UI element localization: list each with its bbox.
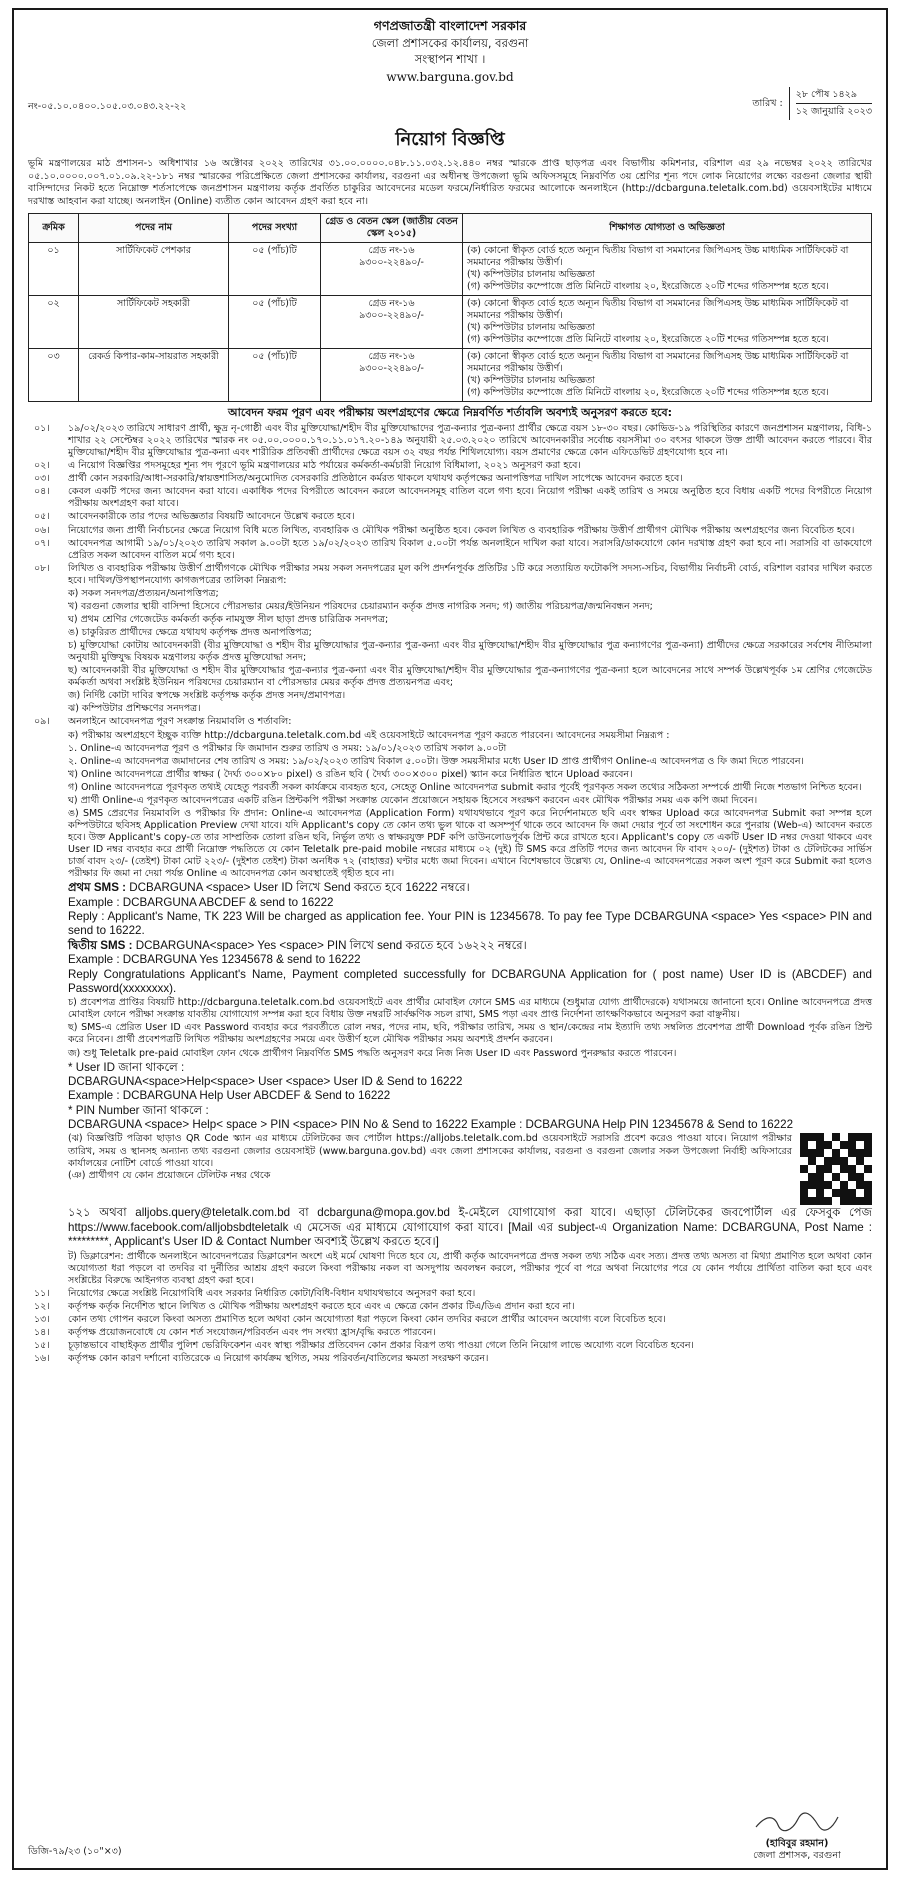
item-text: খ) বরগুনা জেলার স্থায়ী বাসিন্দা হিসেবে পৌরসভার মেয়র/ইউনিয়ন পরিষদের চেয়ারম্যান কর্তৃক প্রদত্ত নাগরিক সনদ; গ) জাতীয় পরিচয়পত্র/জন্মনিবন্ধন সনদ; — [68, 600, 653, 612]
row-grade — [321, 348, 463, 401]
qr-block — [28, 1133, 872, 1205]
item-text: ছ) SMS-এ প্রেরিত User ID এবং Password ব্যবহার করে পরবর্তীতে রোল নম্বর, পদের নাম, ছবি, পরীক্ষার তারিখ, সময় ও স্থান/কেন্দ্রের নাম ইত্যাদি তথ্য সম্বলিত প্রবেশপত্র প্রার্থী Download পূর্বক রঙিন প্রিন্ট করে নিবেন। প্রার্থী প্রবেশপত্রটি লিখিত পরীক্ষায় অংশগ্রহণের সময়ে এবং উত্তীর্ণ হলে মৌখিক পরীক্ষার সময় অবশ্যই প্রদর্শন করবেন। — [68, 1022, 872, 1046]
list-item — [28, 1022, 872, 1046]
qualification-b: (খ) কম্পিউটার চালনায় অভিজ্ঞতা — [467, 321, 595, 333]
list-item — [28, 1340, 872, 1352]
col-count: পদের সংখ্যা — [229, 213, 321, 242]
item-text: ঝ) কম্পিউটার প্রশিক্ষণের সনদপত্র। — [68, 703, 201, 715]
list-item — [28, 640, 872, 664]
item-text: অনলাইনে আবেদনপত্র পূরণ সংক্রান্ত নিয়মাবলি ও শর্তাবলি: — [68, 716, 292, 728]
item-text: গ) Online আবেদনপত্রে পূরণকৃত তথ্যই যেহেতু পরবর্তী সকল কার্যক্রমে ব্যবহৃত হবে, সেহেতু Online আবেদনপত্র submit করার পূর্বেই পূরণকৃত সকল তথ্যের সঠিকতা সম্পর্কে প্রার্থী নিজে শতভাগ নিশ্চিত হবেন। — [68, 781, 862, 793]
row-post: রেকর্ড কিপার-কাম-সায়রাত সহকারী — [79, 348, 229, 401]
sms-first-reply: Reply : Applicant's Name, TK 223 Will be charged as application fee. Your PIN is 12345678. To pay fee Type DCBARGUNA <space> Yes <space> PIN and send to 16222. — [68, 910, 872, 938]
col-qualification: শিক্ষাগত যোগ্যতা ও অভিজ্ঞতা — [463, 213, 872, 242]
item-text: নিয়োগের ক্ষেত্রে সংশ্লিষ্ট নিয়োগবিধি এবং সরকার নির্ধারিত কোটা/বিধি-বিধান যথাযথভাবে অনুসরণ করা হবে। — [68, 1287, 476, 1299]
row-grade — [321, 295, 463, 348]
conditions-list — [28, 423, 872, 1365]
item-text: ঘ) প্রার্থী Online-এ পূরণকৃত আবেদনপত্রের একটি রঙিন প্রিন্টকপি পরীক্ষা সংক্রান্ত যেকোন প্রয়োজনে সহায়ক হিসেবে সংরক্ষণ করবেন এবং মৌখিক পরীক্ষার সময় এক কপি জমা দিবেন। — [68, 794, 758, 806]
list-item — [28, 423, 872, 459]
row-post: সার্টিফিকেট পেশকার — [79, 242, 229, 295]
sms-first-text: DCBARGUNA <space> User ID লিখে Send করতে হবে 16222 নম্বরে। — [129, 881, 470, 895]
list-item — [28, 782, 872, 794]
item-number — [28, 756, 68, 768]
item-text: চ) প্রবেশপত্র প্রাপ্তির বিষয়টি http://dcbarguna.teletalk.com.bd ওয়েবসাইটে এবং প্রার্থীর মোবাইল ফোনে SMS এর মাধ্যমে (শুধুমাত্র যোগ্য প্রার্থীদেরকে) যথাসময়ে জানানো হবে। Online আবেদনপত্রে প্রদত্ত মোবাইল ফোনে পরীক্ষা সংক্রান্ত যাবতীয় যোগাযোগ সম্পন্ন করা হবে বিধায় উক্ত নম্বরটি সার্বক্ষণিক সচল রাখা, SMS পড়া এবং প্রাপ্ত নির্দেশনা তাৎক্ষণিকভাবে অনুসরণ করা বাঞ্ছনীয়। — [68, 997, 872, 1021]
qualification-c: (গ) কম্পিউটার কম্পোজে প্রতি মিনিটে বাংলায় ২০, ইংরেজিতে ২০টি শব্দের গতিসম্পন্ন হতে হবে। — [467, 333, 829, 345]
item-text: জ) নির্দিষ্ট কোটা দাবির স্বপক্ষে সংশ্লিষ্ট কর্তৃপক্ষ কর্তৃক প্রদত্ত সনদ/প্রমাণপত্র। — [68, 690, 346, 702]
list-item — [28, 703, 872, 715]
row-serial: ০২ — [29, 295, 79, 348]
memo-number: নং-০৫.১০.০৪০০.১০৫.০৩.০৪৩.২২-২২ — [28, 101, 187, 113]
item-text: ক) পরীক্ষায় অংশগ্রহণে ইচ্ছুক ব্যক্তি http://dcbarguna.teletalk.com.bd এই ওয়েবসাইটে আবেদনপত্র পূরণ করতে পারবেন। আবেদনের সময়সীমা নিম্নরূপ : — [68, 729, 670, 741]
footer — [28, 1798, 872, 1862]
item-text: চ) মুক্তিযোদ্ধা কোটায় আবেদনকারী (বীর মুক্তিযোদ্ধা ও শহীদ বীর মুক্তিযোদ্ধার পুত্র-কন্যার পুত্র-কন্যা এবং বীর মুক্তিযোদ্ধা/শহীদ বীর মুক্তিযোদ্ধার পুত্র কন্যাগণের পুত্র-কন্যা) প্রার্থীদের ক্ষেত্রে সরকারের সর্বশেষ নীতিমালা অনুযায়ী মুক্তিযুদ্ধ বিষয়ক মন্ত্রণালয় কর্তৃক প্রদত্ত মুক্তিযোদ্ধা সনদ; — [68, 640, 872, 664]
item-text: আবেদনকারীকে তার পদের অভিজ্ঞতার বিষয়টি আবেদনে উল্লেখ করতে হবে। — [68, 511, 355, 523]
list-item — [28, 1301, 872, 1313]
pin-known: * PIN Number জানা থাকলে : — [68, 1103, 209, 1117]
pay-scale: ৯৩০০-২২৪৯০/- — [359, 362, 424, 374]
conditions-heading: আবেদন ফরম পূরণ এবং পরীক্ষায় অংশগ্রহণের ক্ষেত্রে নিম্নবর্ণিত শর্তাবলি অবশ্যই অনুসরণ করতে হবে: — [228, 406, 672, 420]
qualification-a: (ক) কোনো স্বীকৃত বোর্ড হতে অন্যূন দ্বিতীয় বিভাগ বা সমমানের জিপিএসহ উচ্চ মাধ্যমিক সার্টিফিকেট বা সমমানের পরীক্ষায় উত্তীর্ণ। — [467, 350, 849, 374]
sms-second-label: দ্বিতীয় SMS : — [68, 938, 133, 952]
dg-code: ডিজি-৭৯/২৩ (১০"×৩) — [28, 1845, 122, 1857]
date-block — [752, 87, 872, 120]
row-post: সার্টিফিকেট সহকারী — [79, 295, 229, 348]
item-text: কেবল একটি পদের জন্য আবেদন করা যাবে। একাধিক পদের বিপরীতে আবেদন করলে আবেদনসমূহ বাতিল বলে গণ্য হবে। নিয়োগ পরীক্ষা একই তারিখ ও সময়ে অনুষ্ঠিত হবে বিধায় একটি পদের বিপরীতে নিয়োগ পরীক্ষায় অংশগ্রহণ করা যাবে। — [68, 486, 872, 510]
recovery-pin-format: DCBARGUNA <space> Help< space > PIN <space> PIN No & Send to 16222 Example : DCBARGUNA Help PIN 12345678 & Send to 16222 — [68, 1118, 794, 1132]
item-text: প্রার্থী কোন সরকারি/আধা-সরকারি/স্বায়ত্তশাসিত/অনুমোদিত বেসরকারি প্রতিষ্ঠানে কর্মরত থাকলে যথাযথ কর্তৃপক্ষের অনাপত্তিপত্র দাখিল সাপেক্ষে আবেদন করতে হবে। — [68, 473, 683, 485]
contact-text: ১২১ অথবা alljobs.query@teletalk.com.bd বা dcbarguna@mopa.gov.bd ই-মেইলে যোগাযোগ করা যাবে। এছাড়া টেলিটকের জবপোর্টাল এর ফেসবুক পেজ https://www.facebook.com/alljobsbdteletalk এ মেসেজ এর মাধ্যমে যোগাযোগ করা যাবে। [Mail এর subject-এ Organization Name: DCBARGUNA, Post Name : *********, Applicant's User ID & Contact Number অবশ্যই উল্লেখ করতে হবে।] — [68, 1206, 872, 1249]
list-item — [28, 716, 872, 728]
list-item — [28, 1288, 872, 1300]
sms-second-example: Example : DCBARGUNA Yes 12345678 & send to 16222 — [68, 953, 361, 967]
grade-number: গ্রেড নং-১৬ — [368, 350, 415, 362]
date-bangla: ২৮ পৌষ ১৪২৯ — [796, 87, 872, 104]
list-item — [28, 730, 872, 742]
item-text: ১৯/০২/২০২৩ তারিখে সাধারণ প্রার্থী, ক্ষুদ্র নৃ-গোষ্ঠী এবং বীর মুক্তিযোদ্ধা/শহীদ বীর মুক্তিযোদ্ধাদের পুত্র-কন্যার পুত্র-কন্যা প্রার্থীর ক্ষেত্রে বয়স ১৮-৩০ বছর। কোভিড-১৯ পরিস্থিতির কারণে জনপ্রশাসন মন্ত্রণালয়, বিধি-১ শাখার ২২ সেপ্টেম্বর ২০২২ তারিখের স্মারক নং ০৫.০০.০০০০.১৭০.১১.০১৭.২০-১৪৯ অনুযায়ী ২৫.০৩.২০২০ তারিখে আবেদনকারীর সর্বোচ্চ বয়সসীমা ৩০ বৎসর থাকলে উক্ত প্রার্থী আবেদন করতে পারবে। বীর মুক্তিযোদ্ধা/শহীদ বীর মুক্তিযোদ্ধার পুত্র-কন্যা এবং শারীরিক প্রতিবন্ধী প্রার্থীদের ক্ষেত্রে বয়স ৩২ বছর পর্যন্ত শিথিলযোগ্য। বয়স প্রমাণের ক্ষেত্রে কোন এফিডেভিট গ্রহণযোগ্য হবে না। — [68, 423, 872, 459]
item-number: ০৯। — [34, 716, 50, 728]
qr-notice-text: (ঝ) বিজ্ঞপ্তিটি পত্রিকা ছাড়াও QR Code স্ক্যান এর মাধ্যমে টেলিটকের জব পোর্টাল https://alljobs.teletalk.com.bd ওয়েবসাইটে সরাসরি প্রবেশ করেও পাওয়া যাবে। নিয়োগ পরীক্ষার তারিখ, সময় ও স্থানসহ অন্যান্য তথ্য বরগুনা জেলার ওয়েবসাইট (www.barguna.gov.bd) এবং জেলা প্রশাসকের কার্যালয়, বরগুনা ও বরগুনা জেলার সকল উপজেলা নির্বাহী অফিসারের কার্যালয়ের নোটিশ বোর্ডে পাওয়া যাবে। — [68, 1133, 792, 1169]
item-number — [28, 614, 68, 626]
item-number — [28, 795, 68, 807]
posts-table — [28, 213, 872, 402]
row-count: ০৫ (পাঁচ)টি — [229, 242, 321, 295]
item-number — [28, 640, 68, 664]
contact-block — [28, 1206, 872, 1249]
qualification-a: (ক) কোনো স্বীকৃত বোর্ড হতে অন্যূন দ্বিতীয় বিভাগ বা সমমানের জিপিএসহ উচ্চ মাধ্যমিক সার্টিফিকেট বা সমমানের পরীক্ষায় উত্তীর্ণ। — [467, 297, 849, 321]
letterhead — [28, 18, 872, 85]
list-item — [28, 769, 872, 781]
list-item — [28, 665, 872, 689]
circular-page — [12, 8, 888, 1870]
item-text: লিখিত ও ব্যবহারিক পরীক্ষায় উত্তীর্ণ প্রার্থীগণকে মৌখিক পরীক্ষার সময় সকল সনদপত্রের মূল কপি প্রদর্শনপূর্বক প্রতিটির ১টি করে সত্যায়িত ফটোকপি সদস্য-সচিব, বিভাগীয় নির্বাচনী বোর্ড, বরিশাল বরাবর দাখিল করতে হবে। দাখিল/উপস্থাপনযোগ্য কাগজপত্রের তালিকা নিম্নরূপ: — [68, 562, 872, 586]
item-number: ১৫। — [34, 1340, 50, 1351]
row-qualification — [463, 295, 872, 348]
item-number — [28, 730, 68, 742]
item-number — [28, 588, 68, 600]
item-number: ০৩। — [34, 473, 50, 485]
list-item — [28, 1353, 872, 1365]
list-item — [28, 1327, 872, 1339]
item-text: ঙ) চাকুরিরত প্রার্থীদের ক্ষেত্রে যথাযথ কর্তৃপক্ষ প্রদত্ত অনাপত্তিপত্র; — [68, 627, 312, 638]
item-text: ঘ) প্রথম শ্রেণির গেজেটেড কর্মকর্তা কর্তৃক নামযুক্ত সীল ছাড়া প্রদত্ত চারিত্রিক সনদপত্র; — [68, 613, 389, 625]
col-post: পদের নাম — [79, 213, 229, 242]
row-qualification — [463, 348, 872, 401]
qualification-a: (ক) কোনো স্বীকৃত বোর্ড হতে অন্যূন দ্বিতীয় বিভাগ বা সমমানের জিপিএসহ উচ্চ মাধ্যমিক সার্টিফিকেট বা সমমানের পরীক্ষায় উত্তীর্ণ। — [467, 244, 849, 268]
notice-title: নিয়োগ বিজ্ঞপ্তি — [395, 129, 505, 151]
item-text: কর্তৃপক্ষ কোন কারণ দর্শানো ব্যতিরেকে এ নিয়োগ কার্যক্রম স্থগিত, সময় পরিবর্তন/বাতিলের ক্ষমতা সংরক্ষণ করেন। — [68, 1353, 489, 1365]
intro-paragraph: ভূমি মন্ত্রণালয়ের মাঠ প্রশাসন-১ অধিশাখার ১৬ অক্টোবর ২০২২ তারিখের ৩১.০০.০০০০.০৪৮.১১.০৩২.১২.৪৪০ নম্বর স্মারকে প্রাপ্ত ছাড়পত্র এবং বিভাগীয় কমিশনার, বরিশাল এর ২৯ নভেম্বর ২০২২ তারিখের ০৫.১০.০০০০.০০৭.০১.০৯.২২-১৮১ নম্বর স্মারকের পরিপ্রেক্ষিতে জেলা প্রশাসকের কার্যালয়, বরগুনা এর অধীনস্থ উপজেলা ভূমি অফিসসমূহে নিম্নবর্ণিত ৩য় শ্রেণির শূন্য পদে লোক নিয়োগের লক্ষ্যে বরগুনা জেলার স্থায়ী বাসিন্দাদের নিকট হতে নিম্নোক্ত শর্তসাপেক্ষে জনপ্রশাসন মন্ত্রণালয় কর্তৃক প্রবর্তিত চাকুরির আবেদনের মডেল ফরমে/নির্ধারিত ফরমের আলোকে অনলাইনে (http://dcbarguna.teletalk.com.bd) ওয়েবসাইটের মাধ্যমে দরখাস্ত আহবান করা যাচ্ছে। অনলাইন (Online) ব্যতীত কোন আবেদন গ্রহণ করা হবে না। — [28, 158, 872, 208]
row-qualification — [463, 242, 872, 295]
item-number: ১১। — [34, 1287, 50, 1299]
item-text: এ নিয়োগ বিজ্ঞপ্তির পদসমূহের শূন্য পদ পূরণে ভূমি মন্ত্রণালয়ের মাঠ পর্যায়ের কর্মকর্তা-কর্মচারী নিয়োগ বিধিমালা, ২০২১ অনুসরণ করা হবে। — [68, 460, 581, 472]
date-label: তারিখ : — [752, 97, 783, 109]
item-text: আবেদনপত্র আগামী ১৯/০১/২০২৩ তারিখ সকাল ৯.০০টা হতে ১৯/০২/২০২৩ তারিখ বিকাল ৫.০০টা পর্যন্ত অনলাইনে দাখিল করা যাবে। সরাসরি/ডাকযোগে কোন দরখাস্ত গ্রহণ করা হবে না। সরাসরি বা ডাকযোগে প্রেরিত সকল আবেদন বাতিল মর্মে গণ্য হবে। — [68, 537, 872, 561]
reference-row — [28, 87, 872, 129]
item-text: কর্তৃপক্ষ কর্তৃক নির্দেশিত স্থানে লিখিত ও মৌখিক পরীক্ষায় অংশগ্রহণ করতে হবে এবং এ ক্ষেত্রে কোন প্রকার টিএ/ডিএ প্রদান করা হবে না। — [68, 1300, 575, 1312]
sms-first-example: Example : DCBARGUNA ABCDEF & send to 16222 — [68, 895, 334, 909]
item-text: কোন তথ্য গোপন করলে কিংবা অসত্য প্রমাণিত হলে অথবা কোন অযোগ্যতা ধরা পড়লে কিংবা কোন তদবির করলে প্রার্থীর আবেদন অযোগ্য বলে বিবেচিত হবে। — [68, 1313, 666, 1325]
row-count: ০৫ (পাঁচ)টি — [229, 295, 321, 348]
item-text: ঙ) SMS প্রেরণের নিয়মাবলি ও পরীক্ষার ফি প্রদান: Online-এ আবেদনপত্র (Application Form) যথাযথভাবে পূরণ করে নির্দেশনামতে ছবি এবং স্বাক্ষর Upload করে আবেদনপত্র Submit করা সম্পন্ন হলে কম্পিউটারে ছবিসহ Application Preview দেখা যাবে। যদি Applicant's copy তে কোন তথ্য ভুল থাকে বা অসম্পূর্ণ থাকে তবে আবেদন ফি জমা দেয়ার পূর্বে তা সংশোধন করে পুনরায় (Web-এ) আবেদন করতে হবে। উক্ত Applicant's copy-তে তার সাম্প্রতিক তোলা রঙিন ছবি, নির্ভুল তথ্য ও স্বাক্ষরযুক্ত PDF কপি ডাউনলোডপূর্বক প্রিন্ট করে রাখতে হবে। Applicant's copy তে একটি User ID নম্বর দেওয়া থাকবে এবং User ID নম্বর ব্যবহার করে প্রার্থী নিম্নোক্ত পদ্ধতিতে যে কোন Teletalk pre-paid mobile নম্বরের মাধ্যমে ০২ (দুই) টি SMS করে প্রতিটি পদের জন্য আবেদন ফি বাবদ ২০০/- (দুইশত) টাকা ও টেলিটকের সার্ভিস চার্জ বাবদ ২৩/- (তেইশ) টাকা মোট ২২৩/- (দুইশত তেইশ) টাকা অনধিক ৭২ (বাহাত্তর) ঘণ্টার মধ্যে জমা দিবেন। এখানে বিশেষভাবে উল্লেখ্য যে, Online-এ আবেদনপত্রের সকল অংশ পূরণ করে Submit করা হলেও পরীক্ষার ফি জমা না দেয়া পর্যন্ত Online এ আবেদনপত্র কোন অবস্থাতেই গৃহীত হবে না। — [68, 807, 872, 880]
list-item — [28, 588, 872, 600]
item-text: কর্তৃপক্ষ প্রয়োজনবোধে যে কোন শর্ত সংযোজন/পরিবর্তন এবং পদ সংখ্যা হ্রাস/বৃদ্ধি করতে পারবেন। — [68, 1326, 436, 1338]
list-item — [28, 808, 872, 880]
item-text: ট) ডিক্লারেশন: প্রার্থীকে অনলাইনে আবেদনপত্রের ডিক্লারেশন অংশে এই মর্মে ঘোষণা দিতে হবে যে, প্রার্থী কর্তৃক আবেদনপত্রে প্রদত্ত সকল তথ্য সঠিক এবং সত্য। প্রদত্ত তথ্য অসত্য বা মিথ্যা প্রমাণিত হলে অথবা কোন অযোগ্যতা ধরা পড়লে বা তদবির বা দুর্নীতির আশ্রয় গ্রহণ করলে কিংবা পরীক্ষায় নকল বা অসদুপায় অবলম্বন করলে, পরীক্ষার পূর্বে বা পরে অথবা নিয়োগের পরে যে কোন পর্যায়ে প্রার্থিতা বাতিল করা হবে এবং সংশ্লিষ্টের বিরুদ্ধে আইনগত ব্যবস্থা গ্রহণ করা হবে। — [68, 1250, 872, 1286]
date-english: ১২ জানুয়ারি ২০২৩ — [795, 106, 872, 118]
qualification-c: (গ) কম্পিউটার কম্পোজে প্রতি মিনিটে বাংলায় ২০, ইংরেজিতে ২০টি শব্দের গতিসম্পন্ন হতে হবে। — [467, 387, 829, 398]
row-serial: ০১ — [29, 242, 79, 295]
item-text: ২. Online-এ আবেদনপত্র জমাদানের শেষ তারিখ ও সময়: ১৯/০২/২০২৩ তারিখ বিকাল ৫.০০টা। উক্ত সময়সীমার মধ্যে User ID প্রাপ্ত প্রার্থীগণ Online-এ আবেদনপত্র ও ফি জমা দিতে পারবেন। — [68, 755, 804, 767]
list-item — [28, 538, 872, 562]
item-number: ১৬। — [34, 1353, 50, 1365]
item-text: জ) শুধু Teletalk pre-paid মোবাইল ফোন থেকে প্রার্থীগণ নিম্নবর্ণিত SMS পদ্ধতি অনুসরণ করে নিজ নিজ User ID এবং Password পুনরুদ্ধার করতে পারবেন। — [68, 1047, 677, 1059]
sms-block — [28, 881, 872, 996]
list-item — [28, 756, 872, 768]
item-number — [28, 627, 68, 639]
item-text: ছ) আবেদনকারী বীর মুক্তিযোদ্ধা ও শহীদ বীর মুক্তিযোদ্ধার পুত্র-কন্যার পুত্র-কন্যা এবং বীর মুক্তিযোদ্ধা/শহীদ বীর মুক্তিযোদ্ধার পুত্র-কন্যাগণের পুত্র-কন্যা হলে আবেদনের সাথে সম্পর্ক উল্লেখপূর্বক ১ম শ্রেণির গেজেটেড কর্মকর্তা অথবা সংশ্লিষ্ট ইউনিয়ন পরিষদের চেয়ারম্যান বা পৌরসভার মেয়র কর্তৃক প্রদত্ত প্রত্যয়নপত্র এবং; — [68, 665, 872, 689]
row-grade — [321, 242, 463, 295]
list-item — [28, 601, 872, 613]
table-header-row — [29, 213, 872, 242]
office-name: জেলা প্রশাসকের কার্যালয়, বরগুনা — [371, 35, 529, 50]
list-item — [28, 795, 872, 807]
item-number: ১৩। — [34, 1313, 50, 1325]
sms-second-reply: Reply Congratulations Applicant's Name, Payment completed successfully for DCBARGUNA Application for ( post name) User ID is (ABCDEF) and Password(xxxxxxxx). — [68, 967, 872, 995]
recovery-userid-format: DCBARGUNA<space>Help<space> User <space> User ID & Send to 16222 — [68, 1074, 463, 1088]
signer-name: (হাবিবুর রহমান) — [765, 1837, 829, 1849]
recovery-block — [28, 1061, 872, 1133]
qualification-b: (খ) কম্পিউটার চালনায় অভিজ্ঞতা — [467, 374, 595, 386]
list-item — [28, 743, 872, 755]
col-serial: ক্রমিক — [29, 213, 79, 242]
col-grade: গ্রেড ও বেতন স্কেল (জাতীয় বেতন স্কেল ২০১৫) — [321, 213, 463, 242]
sms-first-label: প্রথম SMS : — [68, 881, 127, 895]
table-row — [29, 348, 872, 401]
list-item — [28, 627, 872, 639]
list-item — [28, 1048, 872, 1060]
item-number: ০৫। — [34, 511, 50, 523]
list-item — [28, 1314, 872, 1326]
list-item — [28, 1251, 872, 1287]
row-count: ০৫ (পাঁচ)টি — [229, 348, 321, 401]
item-number: ০২। — [34, 460, 50, 472]
contact-intro: (ঞ) প্রার্থীগণ যে কোন প্রয়োজনে টেলিটক নম্বর থেকে — [68, 1169, 271, 1181]
list-item — [28, 473, 872, 485]
section-name: সংস্থাপন শাখা । — [414, 52, 486, 67]
table-row — [29, 242, 872, 295]
list-item — [28, 614, 872, 626]
pay-scale: ৯৩০০-২২৪৯০/- — [359, 256, 424, 268]
qualification-c: (গ) কম্পিউটার কম্পোজে প্রতি মিনিটে বাংলায় ২০, ইংরেজিতে ২০টি শব্দের গতিসম্পন্ন হতে হবে। — [467, 280, 829, 292]
signer-title: জেলা প্রশাসক, বরগুনা — [753, 1849, 841, 1861]
qr-code-icon — [800, 1133, 872, 1205]
item-number — [28, 690, 68, 702]
signature-icon — [752, 1811, 842, 1833]
item-number: ১২। — [34, 1300, 50, 1312]
item-number: ০১। — [34, 423, 50, 434]
list-item — [28, 690, 872, 702]
item-text: চূড়ান্তভাবে বাছাইকৃত প্রার্থীর পুলিশ ভেরিফিকেশন এবং স্বাস্থ্য পরীক্ষার প্রতিবেদন কোন প্রকার বিরূপ তথ্য পাওয়া গেলে তিনি নিয়োগ লাভে অযোগ্য বলে বিবেচিত হবেন। — [68, 1340, 694, 1351]
item-number: ১৪। — [34, 1326, 50, 1338]
item-number: ০৪। — [34, 486, 50, 498]
list-item — [28, 486, 872, 510]
signature-block — [752, 1811, 842, 1862]
item-number — [28, 601, 68, 613]
list-item — [28, 511, 872, 523]
item-text: ক) সকল সনদপত্র/প্রত্যয়ন/অনাপত্তিপত্র; — [68, 587, 219, 599]
item-number — [28, 808, 68, 880]
pay-scale: ৯৩০০-২২৪৯০/- — [359, 309, 424, 321]
table-row — [29, 295, 872, 348]
grade-number: গ্রেড নং-১৬ — [368, 297, 415, 309]
userid-known: * User ID জানা থাকলে : — [68, 1060, 185, 1074]
item-number — [28, 665, 68, 689]
sms-second-text: DCBARGUNA<space> Yes <space> PIN লিখে send করতে হবে ১৬২২২ নম্বরে। — [135, 938, 527, 952]
grade-number: গ্রেড নং-১৬ — [368, 244, 415, 256]
list-item — [28, 997, 872, 1021]
item-number: ০৭। — [34, 537, 50, 549]
item-text: নিয়োগের জন্য প্রার্থী নির্বাচনের ক্ষেত্রে নিয়োগ বিধি মতে লিখিত, ব্যবহারিক ও মৌখিক পরীক্ষা অনুষ্ঠিত হবে। কেবল লিখিত ও ব্যবহারিক পরীক্ষায় উত্তীর্ণ প্রার্থীগণ মৌখিক পরীক্ষায় অংশগ্রহণের জন্য বিবেচিত হবে। — [68, 524, 855, 536]
item-number — [28, 782, 68, 794]
item-number — [28, 743, 68, 755]
website: www.barguna.gov.bd — [386, 70, 514, 85]
item-number: ০৬। — [34, 524, 50, 536]
qualification-b: (খ) কম্পিউটার চালনায় অভিজ্ঞতা — [467, 268, 595, 280]
item-text: ১. Online-এ আবেদনপত্র পূরণ ও পরীক্ষার ফি জমাদান শুরুর তারিখ ও সময়: ১৯/০১/২০২৩ তারিখ সকাল ৯.০০টা — [68, 742, 507, 754]
row-serial: ০৩ — [29, 348, 79, 401]
list-item — [28, 563, 872, 587]
item-number — [28, 1251, 68, 1287]
item-number: ০৮। — [34, 562, 50, 574]
item-number — [28, 703, 68, 715]
item-number — [28, 769, 68, 781]
list-item — [28, 460, 872, 472]
government-name: গণপ্রজাতন্ত্রী বাংলাদেশ সরকার — [373, 18, 527, 33]
recovery-userid-example: Example : DCBARGUNA Help User ABCDEF & Send to 16222 — [68, 1089, 391, 1103]
list-item — [28, 525, 872, 537]
item-text: খ) Online আবেদনপত্রে প্রার্থীর স্বাক্ষর ( দৈর্ঘ্য ৩০০×৮০ pixel) ও রঙিন ছবি ( দৈর্ঘ্য ৩০০×৩০০ pixel) স্ক্যান করে নির্ধারিত স্থানে Upload করবেন। — [68, 768, 633, 780]
